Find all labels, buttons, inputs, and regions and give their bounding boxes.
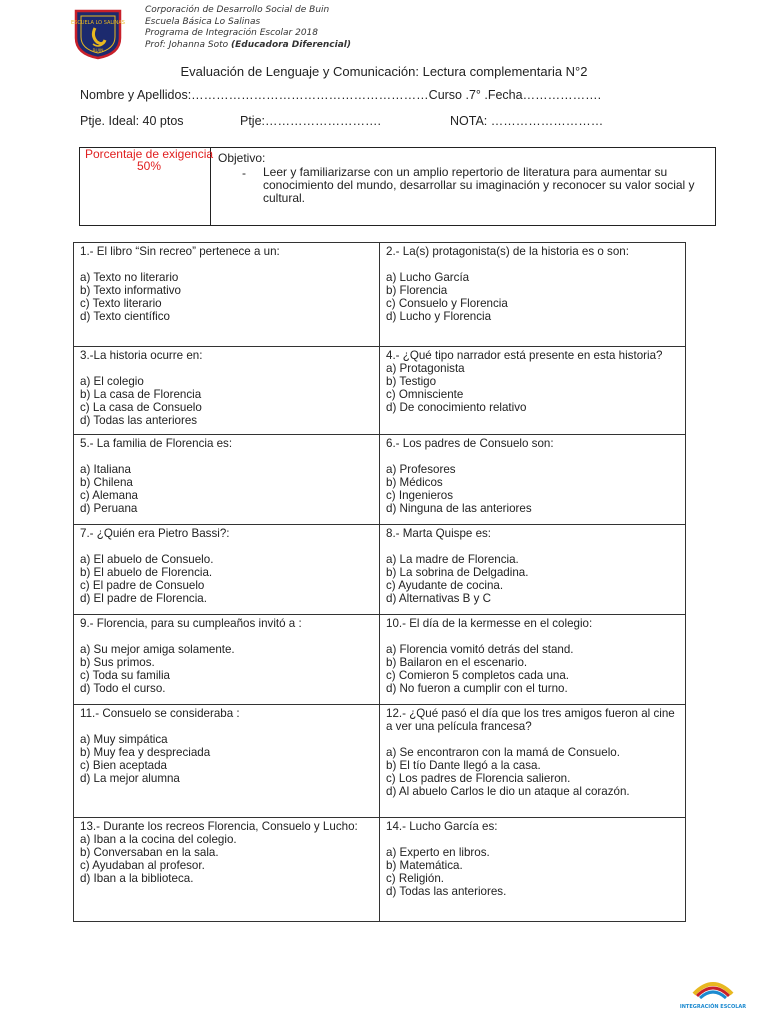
answer-option: a) Experto en libros. bbox=[386, 846, 490, 859]
answer-option: c) Ayudaban al profesor. bbox=[80, 859, 205, 872]
prof-name: Prof: Johanna Soto bbox=[145, 39, 231, 50]
question-text: 9.- Florencia, para su cumpleaños invitó a : bbox=[80, 617, 302, 630]
answer-option: b) El tío Dante llegó a la casa. bbox=[386, 759, 541, 772]
answer-option: a) La madre de Florencia. bbox=[386, 553, 519, 566]
answer-option: c) Alemana bbox=[80, 489, 138, 502]
answer-option: b) Bailaron en el escenario. bbox=[386, 656, 528, 669]
question-cell bbox=[380, 347, 686, 435]
question-text: 5.- La familia de Florencia es: bbox=[80, 437, 233, 450]
answer-option: d) Todas las anteriores. bbox=[386, 885, 507, 898]
answer-option: d) Todo el curso. bbox=[80, 682, 166, 695]
logo-text-top: ESCUELA LO SALINAS bbox=[71, 20, 125, 26]
question-spacer bbox=[386, 258, 679, 271]
answer-option: b) La sobrina de Delgadina. bbox=[386, 566, 529, 579]
question-cell bbox=[74, 435, 380, 525]
question-spacer bbox=[386, 450, 679, 463]
question-cell bbox=[74, 615, 380, 705]
question-text: 6.- Los padres de Consuelo son: bbox=[386, 437, 554, 450]
question-row bbox=[74, 435, 686, 525]
objective-box bbox=[79, 147, 716, 226]
answer-option: b) Conversaban en la sala. bbox=[80, 846, 219, 859]
answer-option: b) El abuelo de Florencia. bbox=[80, 566, 213, 579]
question-row bbox=[74, 243, 686, 347]
question-spacer bbox=[80, 362, 373, 375]
prof-role: (Educadora Diferencial) bbox=[230, 39, 351, 50]
answer-option: d) No fueron a cumplir con el turno. bbox=[386, 682, 568, 695]
question-row bbox=[74, 705, 686, 818]
answer-option: c) La casa de Consuelo bbox=[80, 401, 202, 414]
answer-option: c) Omnisciente bbox=[386, 388, 464, 401]
question-spacer bbox=[386, 540, 679, 553]
objective-label: Objetivo: bbox=[218, 151, 266, 165]
question-text: 14.- Lucho García es: bbox=[386, 820, 498, 833]
answer-option: d) Iban a la biblioteca. bbox=[80, 872, 194, 885]
answer-option: a) Texto no literario bbox=[80, 271, 179, 284]
answer-option: b) Texto informativo bbox=[80, 284, 181, 297]
answer-option: d) Alternativas B y C bbox=[386, 592, 492, 605]
question-cell bbox=[380, 525, 686, 615]
answer-option: b) Sus primos. bbox=[80, 656, 155, 669]
answer-option: c) Consuelo y Florencia bbox=[386, 297, 508, 310]
question-spacer bbox=[80, 720, 373, 733]
answer-option: c) Comieron 5 completos cada una. bbox=[386, 669, 570, 682]
answer-option: b) Chilena bbox=[80, 476, 133, 489]
answer-option: c) Toda su familia bbox=[80, 669, 170, 682]
question-cell bbox=[380, 818, 686, 922]
question-spacer bbox=[386, 630, 679, 643]
corner-logo-text: INTEGRACIÓN ESCOLAR bbox=[679, 1004, 747, 1010]
answer-option: c) Los padres de Florencia salieron. bbox=[386, 772, 571, 785]
answer-option: d) La mejor alumna bbox=[80, 772, 180, 785]
answer-option: d) El padre de Florencia. bbox=[80, 592, 207, 605]
answer-option: c) Ayudante de cocina. bbox=[386, 579, 504, 592]
answer-option: a) El abuelo de Consuelo. bbox=[80, 553, 214, 566]
exigency-percentage: Porcentaje de exigencia 50% bbox=[84, 147, 214, 173]
question-text: 3.-La historia ocurre en: bbox=[80, 349, 203, 362]
question-text: 13.- Durante los recreos Florencia, Consuelo y Lucho: bbox=[80, 820, 358, 833]
question-cell bbox=[74, 525, 380, 615]
school-header bbox=[145, 5, 351, 51]
question-cell bbox=[74, 705, 380, 818]
question-text: 1.- El libro “Sin recreo” pertenece a un: bbox=[80, 245, 280, 258]
objective-bullet: - bbox=[242, 166, 246, 180]
answer-option: a) Iban a la cocina del colegio. bbox=[80, 833, 237, 846]
answer-option: b) Testigo bbox=[386, 375, 437, 388]
objective-text: Leer y familiarizarse con un amplio repertorio de literatura para aumentar su conocimiento del mundo, desarrollar su imaginación y reconocer su valor social y cultural. bbox=[263, 165, 695, 205]
question-cell bbox=[74, 347, 380, 435]
answer-option: c) Bien aceptada bbox=[80, 759, 168, 772]
answer-option: d) Al abuelo Carlos le dio un ataque al corazón. bbox=[386, 785, 630, 798]
answer-option: a) El colegio bbox=[80, 375, 144, 388]
answer-option: b) Muy fea y despreciada bbox=[80, 746, 211, 759]
answer-option: c) El padre de Consuelo bbox=[80, 579, 205, 592]
answer-option: d) De conocimiento relativo bbox=[386, 401, 527, 414]
question-cell bbox=[74, 243, 380, 347]
answer-option: d) Texto científico bbox=[80, 310, 171, 323]
answer-option: c) Religión. bbox=[386, 872, 444, 885]
header-line-prof bbox=[145, 40, 351, 52]
answer-option: c) Ingenieros bbox=[386, 489, 454, 502]
answer-option: b) Matemática. bbox=[386, 859, 463, 872]
answer-option: a) Lucho García bbox=[386, 271, 470, 284]
question-spacer bbox=[80, 450, 373, 463]
question-text: 12.- ¿Qué pasó el día que los tres amigos fueron al cine a ver una película francesa? bbox=[386, 707, 675, 733]
question-cell bbox=[380, 705, 686, 818]
ideal-score: Ptje. Ideal: 40 ptos bbox=[80, 114, 184, 128]
question-cell bbox=[380, 615, 686, 705]
question-spacer bbox=[80, 258, 373, 271]
header-line-3: Programa de Integración Escolar 2018 bbox=[145, 28, 318, 38]
answer-option: b) La casa de Florencia bbox=[80, 388, 202, 401]
question-spacer bbox=[386, 833, 679, 846]
answer-option: d) Todas las anteriores bbox=[80, 414, 198, 427]
answer-option: a) Italiana bbox=[80, 463, 131, 476]
question-cell bbox=[74, 818, 380, 922]
school-crest-logo bbox=[73, 8, 123, 60]
question-row bbox=[74, 525, 686, 615]
questions-table bbox=[73, 242, 686, 922]
answer-option: d) Ninguna de las anteriores bbox=[386, 502, 532, 515]
question-text: 11.- Consuelo se consideraba : bbox=[80, 707, 240, 720]
answer-option: d) Lucho y Florencia bbox=[386, 310, 492, 323]
question-spacer bbox=[386, 733, 679, 746]
question-spacer bbox=[80, 630, 373, 643]
question-text: 7.- ¿Quién era Pietro Bassi?: bbox=[80, 527, 230, 540]
answer-option: b) Florencia bbox=[386, 284, 448, 297]
question-cell bbox=[380, 243, 686, 347]
answer-option: a) Protagonista bbox=[386, 362, 465, 375]
question-spacer bbox=[80, 540, 373, 553]
answer-option: a) Muy simpática bbox=[80, 733, 168, 746]
header-line-1: Corporación de Desarrollo Social de Buin bbox=[145, 5, 330, 15]
question-text: 10.- El día de la kermesse en el colegio: bbox=[386, 617, 593, 630]
grade-field: NOTA: ……………………… bbox=[450, 114, 604, 128]
question-text: 8.- Marta Quispe es: bbox=[386, 527, 492, 540]
question-row bbox=[74, 615, 686, 705]
page-title: Evaluación de Lenguaje y Comunicación: Lectura complementaria N°2 bbox=[180, 64, 588, 79]
question-row bbox=[74, 818, 686, 922]
answer-option: c) Texto literario bbox=[80, 297, 162, 310]
logo-text-bottom: BUIN bbox=[92, 49, 104, 54]
answer-option: a) Su mejor amiga solamente. bbox=[80, 643, 235, 656]
question-row bbox=[74, 347, 686, 435]
question-text: 4.- ¿Qué tipo narrador está presente en esta historia? bbox=[386, 349, 663, 362]
question-cell bbox=[380, 435, 686, 525]
header-line-2: Escuela Básica Lo Salinas bbox=[145, 16, 261, 27]
question-text: 2.- La(s) protagonista(s) de la historia es o son: bbox=[386, 245, 629, 258]
score-field: Ptje:………………………. bbox=[240, 114, 381, 128]
answer-option: a) Florencia vomitó detrás del stand. bbox=[386, 643, 574, 656]
integration-program-logo bbox=[679, 970, 747, 1015]
answer-option: d) Peruana bbox=[80, 502, 138, 515]
answer-option: a) Profesores bbox=[386, 463, 456, 476]
answer-option: b) Médicos bbox=[386, 476, 443, 489]
answer-option: a) Se encontraron con la mamá de Consuelo. bbox=[386, 746, 620, 759]
student-name-course-date-line: Nombre y Apellidos:…………………………………………………Curso .7° .Fecha………………. bbox=[80, 88, 602, 102]
